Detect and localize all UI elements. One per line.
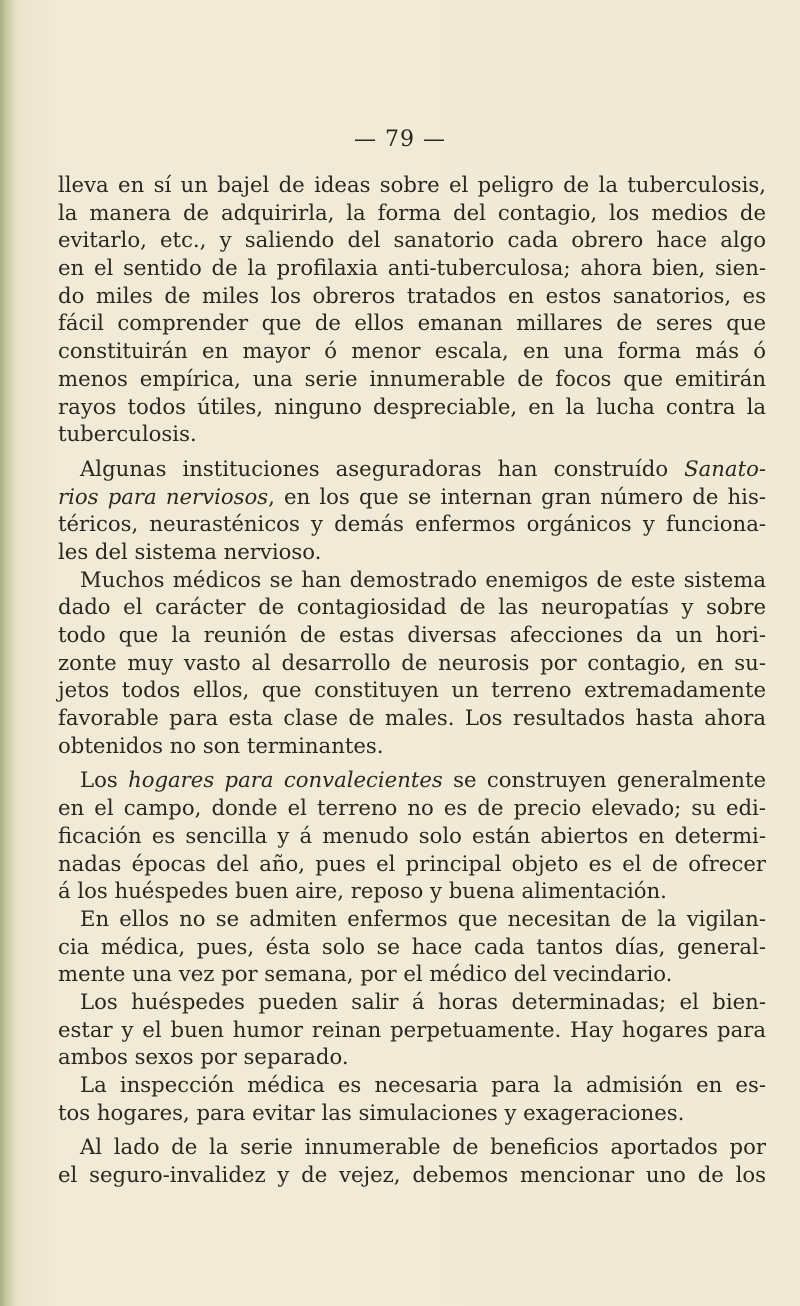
text-line: la manera de adquirirla, la forma del contagio, los medios de <box>58 199 766 225</box>
text-line: ambos sexos por separado. <box>58 1044 349 1070</box>
text-line <box>58 455 766 483</box>
text-line: todo que la reunión de estas diversas afecciones da un hori- <box>58 622 766 647</box>
text-run: Los <box>80 767 129 793</box>
text-line: do miles de miles los obreros tratados en estos sanatorios, es <box>58 282 766 308</box>
text-line: les del sistema nervioso. <box>58 538 322 564</box>
text-run: se construyen generalmente <box>442 767 766 793</box>
text-line: ficación es sencilla y á menudo solo están abiertos en determi- <box>58 822 766 848</box>
italic-title: Sanato- <box>684 455 766 481</box>
text-line: mente una vez por semana, por el médico del vecindario. <box>58 961 673 987</box>
text-line: cia médica, pues, ésta solo se hace cada tantos días, general- <box>58 933 766 959</box>
text-line: dado el carácter de contagiosidad de las neuropatías y sobre <box>58 594 766 620</box>
text-line: el seguro-invalidez y de vejez, debemos mencionar uno de los <box>58 1162 766 1188</box>
text-line <box>58 483 766 511</box>
page-number: — 79 — <box>354 127 446 152</box>
page-binding-edge <box>0 0 14 1306</box>
text-line: nadas épocas del año, pues el principal objeto es el de ofrecer <box>58 850 766 876</box>
text-line: evitarlo, etc., y saliendo del sanatorio cada obrero hace algo <box>58 227 766 253</box>
body-text <box>58 171 766 1189</box>
italic-title: hogares para convalecientes <box>128 767 443 793</box>
text-line: estar y el buen humor reinan perpetuamente. Hay hogares para <box>58 1016 766 1042</box>
text-line: en el sentido de la profilaxia anti-tuberculosa; ahora bien, sien- <box>58 255 766 281</box>
text-line: Muchos médicos se han demostrado enemigos de este sistema <box>80 566 766 592</box>
text-run: , en los que se internan gran número de his- <box>268 483 766 509</box>
text-line: menos empírica, una serie innumerable de focos que emitirán <box>58 365 766 391</box>
text-line: En ellos no se admiten enfermos que necesitan de la vigilan- <box>80 905 766 931</box>
text-line: téricos, neurasténicos y demás enfermos orgánicos y funciona- <box>58 511 766 537</box>
text-line: jetos todos ellos, que constituyen un terreno extremadamente <box>58 677 766 703</box>
text-line: favorable para esta clase de males. Los resultados hasta ahora <box>58 705 766 731</box>
text-line: zonte muy vasto al desarrollo de neurosis por contagio, en su- <box>58 649 766 675</box>
text-line: rayos todos útiles, ninguno despreciable, en la lucha contra la <box>58 393 766 419</box>
text-line: fácil comprender que de ellos emanan millares de seres que <box>58 310 766 336</box>
text-line: lleva en sí un bajel de ideas sobre el peligro de la tuberculosis, <box>58 172 766 197</box>
text-line: Al lado de la serie innumerable de beneficios aportados por <box>80 1134 766 1160</box>
text-line <box>58 766 766 794</box>
text-line: tos hogares, para evitar las simulaciones y exageraciones. <box>58 1099 685 1125</box>
text-run: Algunas instituciones aseguradoras han construído <box>80 455 685 481</box>
text-line: La inspección médica es necesaria para la admisión en es- <box>80 1072 766 1097</box>
text-line: á los huéspedes buen aire, reposo y buena alimentación. <box>58 878 667 904</box>
text-line: constituirán en mayor ó menor escala, en una forma más ó <box>58 338 766 364</box>
text-line: en el campo, donde el terreno no es de precio elevado; su edi- <box>58 795 766 821</box>
italic-title: rios para nerviosos <box>58 483 269 509</box>
text-line: tuberculosis. <box>58 421 197 447</box>
text-line: Los huéspedes pueden salir á horas determinadas; el bien- <box>80 988 766 1014</box>
text-line: obtenidos no son terminantes. <box>58 732 384 758</box>
